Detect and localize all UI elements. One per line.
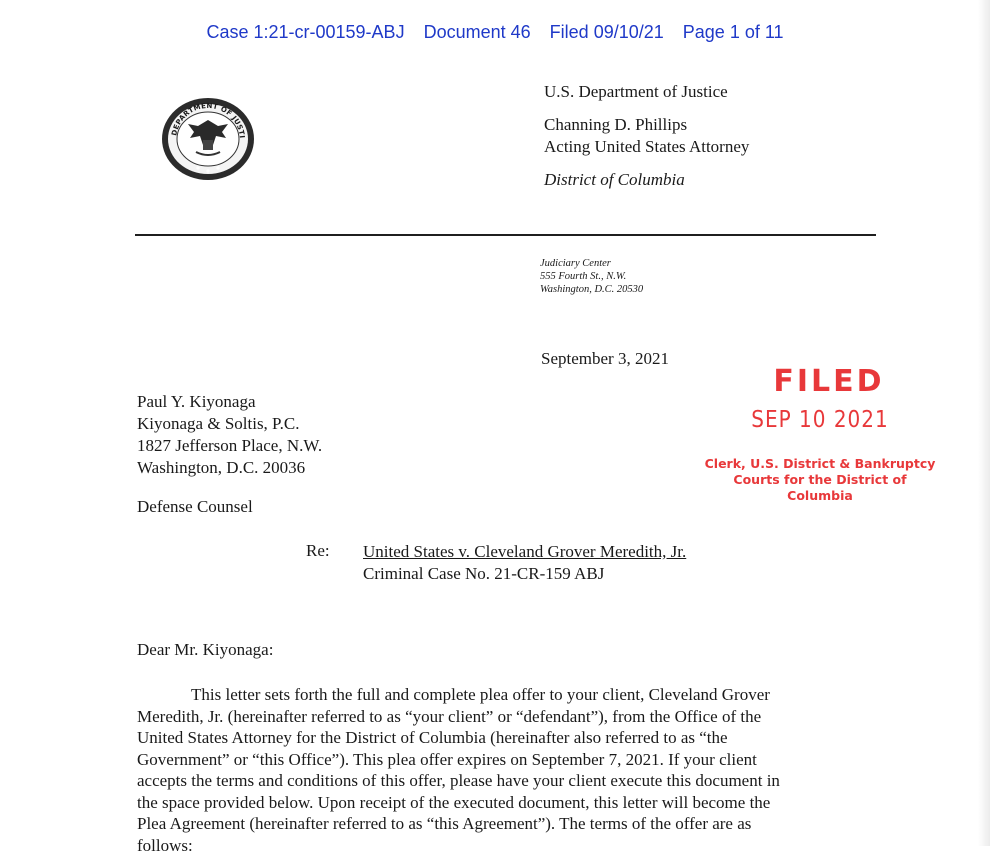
filed-date: Filed 09/10/21 bbox=[550, 22, 664, 42]
district-name: District of Columbia bbox=[544, 169, 749, 191]
body-line: Meredith, Jr. (hereinafter referred to as “your client” or “defendant”), from the Office of the bbox=[137, 706, 862, 728]
body-line: accepts the terms and conditions of this offer, please have your client execute this document in bbox=[137, 770, 862, 792]
re-label: Re: bbox=[306, 541, 330, 561]
filed-stamp-date: SEP 10 2021 bbox=[751, 404, 888, 434]
recipient-firm: Kiyonaga & Soltis, P.C. bbox=[137, 413, 322, 435]
case-title: United States v. Cleveland Grover Meredith, Jr. bbox=[363, 541, 686, 563]
attorney-title: Acting United States Attorney bbox=[544, 136, 749, 158]
recipient-street: 1827 Jefferson Place, N.W. bbox=[137, 435, 322, 457]
attorney-name: Channing D. Phillips bbox=[544, 114, 749, 136]
filed-stamp-clerk-line2: Courts for the District of Columbia bbox=[700, 472, 940, 504]
letterhead-divider bbox=[135, 234, 876, 236]
office-address-line2: 555 Fourth St., N.W. bbox=[540, 270, 643, 283]
filed-stamp bbox=[700, 362, 940, 504]
recipient-city: Washington, D.C. 20036 bbox=[137, 457, 322, 479]
recipient-role: Defense Counsel bbox=[137, 497, 253, 517]
re-block bbox=[363, 541, 686, 585]
office-address-line3: Washington, D.C. 20530 bbox=[540, 283, 643, 296]
salutation: Dear Mr. Kiyonaga: bbox=[137, 640, 273, 660]
body-line: This letter sets forth the full and complete plea offer to your client, Cleveland Grover bbox=[137, 684, 862, 706]
case-number: Case 1:21-cr-00159-ABJ bbox=[206, 22, 404, 42]
doj-seal-icon bbox=[160, 96, 256, 182]
page-number: Page 1 of 11 bbox=[683, 22, 784, 42]
department-name: U.S. Department of Justice bbox=[544, 81, 749, 103]
body-line: Plea Agreement (hereinafter referred to as “this Agreement”). The terms of the offer are as bbox=[137, 813, 862, 835]
office-address-line1: Judiciary Center bbox=[540, 257, 643, 270]
letter-date: September 3, 2021 bbox=[541, 349, 669, 369]
letterhead bbox=[544, 81, 749, 191]
body-line: Government” or “this Office”). This plea offer expires on September 7, 2021. If your client bbox=[137, 749, 862, 771]
filed-stamp-label: FILED bbox=[718, 362, 940, 402]
recipient-name: Paul Y. Kiyonaga bbox=[137, 391, 322, 413]
filed-stamp-clerk-line1: Clerk, U.S. District & Bankruptcy bbox=[700, 456, 940, 472]
body-line: United States Attorney for the District of Columbia (hereinafter also referred to as “the bbox=[137, 727, 862, 749]
page-edge-shadow bbox=[978, 0, 990, 846]
svg-text:DEPARTMENT OF JUSTICE: DEPARTMENT OF JUSTI bbox=[160, 96, 246, 139]
recipient-address bbox=[137, 391, 322, 479]
body-line: the space provided below. Upon receipt of the executed document, this letter will become the bbox=[137, 792, 862, 814]
body-paragraph bbox=[137, 684, 862, 856]
case-header bbox=[0, 22, 990, 43]
body-line: follows: bbox=[137, 835, 862, 856]
criminal-case-number: Criminal Case No. 21-CR-159 ABJ bbox=[363, 563, 686, 585]
document-number: Document 46 bbox=[424, 22, 531, 42]
office-address bbox=[540, 257, 643, 296]
